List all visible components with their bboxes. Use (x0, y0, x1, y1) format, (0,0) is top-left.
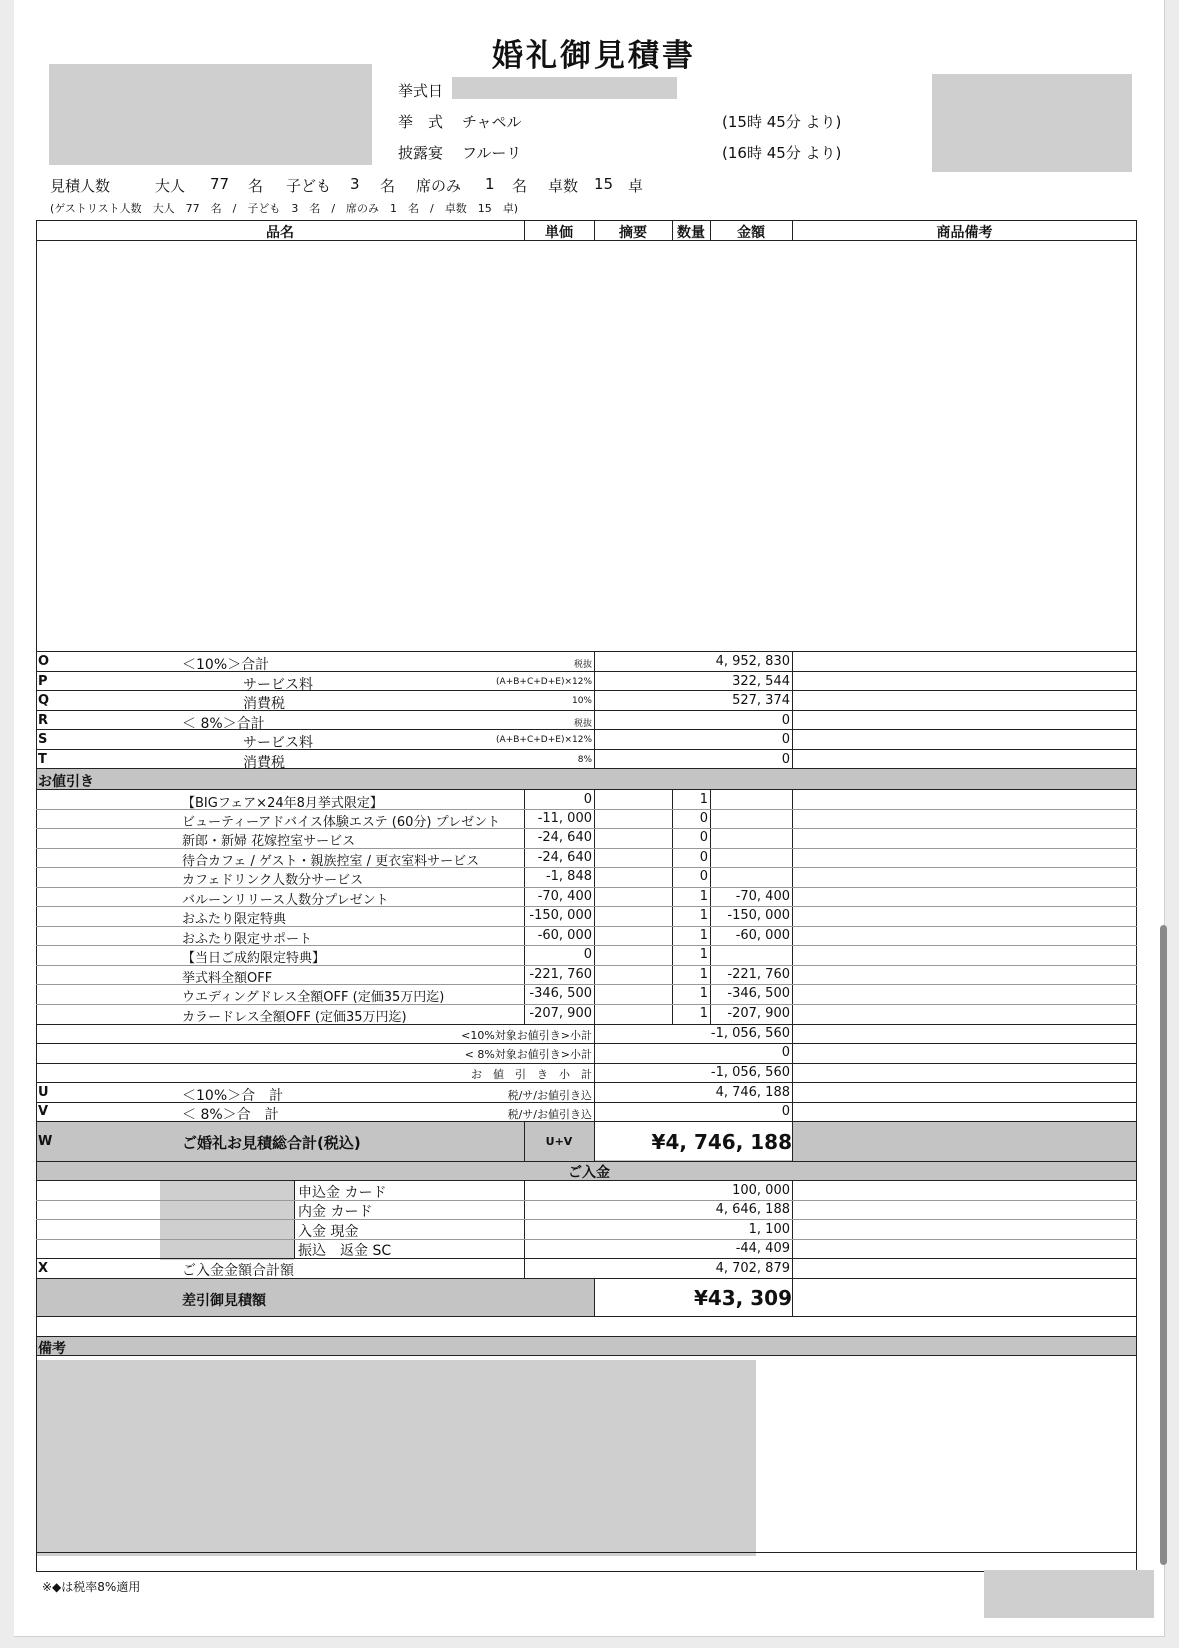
redacted-remarks (37, 1360, 756, 1556)
col-qty: 数量 (677, 225, 705, 241)
subtotal-amount: 527, 374 (732, 693, 790, 708)
col-line (792, 651, 793, 768)
redacted-logo (49, 64, 372, 165)
col-item: 品名 (266, 225, 294, 241)
discount-subtotal-amount: -1, 056, 560 (710, 1065, 790, 1080)
discount-subtotal-label: <10%対象お値引き>小計 (461, 1029, 592, 1042)
grand-total-label: ご婚礼お見積総合計(税込) (182, 1134, 361, 1152)
row-line (36, 1082, 1137, 1083)
discount-unit-price: 0 (583, 792, 592, 807)
col-line (594, 1278, 595, 1316)
discount-unit-price: -24, 640 (537, 850, 592, 865)
row-line (36, 710, 1137, 711)
payments-header: ご入金 (568, 1165, 610, 1181)
discount-name: 挙式料全額OFF (182, 971, 273, 986)
adult-count: 77 (210, 175, 230, 193)
discount-unit-price: -221, 760 (529, 967, 592, 982)
discount-qty: 1 (699, 889, 708, 904)
discount-qty: 0 (699, 811, 708, 826)
subtotal-amount: 0 (781, 752, 790, 767)
header-col-line (710, 220, 711, 241)
remarks-header-band (37, 1336, 1136, 1355)
table-unit: 卓 (628, 177, 644, 195)
payment-label: 振込 返金 SC (298, 1243, 392, 1259)
ceremony-label: 挙 式 (398, 113, 444, 131)
discount-amount: -150, 000 (727, 908, 790, 923)
seat-count: 1 (485, 175, 495, 193)
reception-label: 披露宴 (398, 144, 444, 162)
discount-name: カラードレス全額OFF (定価35万円迄) (182, 1010, 407, 1025)
grand-total-amount: ¥4, 746, 188 (651, 1130, 792, 1154)
subtotal-note: 8% (577, 755, 592, 765)
payment-amount: 100, 000 (732, 1183, 790, 1198)
payment-label: 内金 カード (298, 1204, 373, 1220)
row-line (36, 1200, 1137, 1201)
balance-amount: ¥43, 309 (693, 1286, 792, 1310)
ceremony-venue: チャペル (462, 113, 522, 131)
document-title: 婚礼御見積書 (492, 38, 696, 74)
code-q: Q (38, 693, 50, 708)
seat-unit: 名 (512, 177, 528, 195)
payment-amount: -44, 409 (735, 1241, 790, 1256)
subtotal-note: 10% (571, 696, 592, 706)
discount-unit-price: -60, 000 (537, 928, 592, 943)
header-col-line (594, 220, 595, 241)
adult-unit: 名 (248, 177, 264, 195)
total-name: ＜ 8%＞合 計 (182, 1107, 279, 1123)
discount-name: 待合カフェ / ゲスト・親族控室 / 更衣室料サービス (182, 854, 480, 869)
discount-name: 【当日ご成約限定特典】 (182, 951, 326, 966)
discount-subtotal-label: お 値 引 き 小 計 (471, 1068, 592, 1081)
discount-amount: -346, 500 (727, 986, 790, 1001)
subtotal-amount: 0 (781, 713, 790, 728)
table-label: 卓数 (548, 177, 579, 195)
total-note: 税/サ/お値引き込 (507, 1089, 592, 1102)
payment-label: 入金 現金 (298, 1224, 359, 1240)
discount-unit-price: -150, 000 (529, 908, 592, 923)
discount-subtotal-amount: 0 (781, 1045, 790, 1060)
code-s: S (38, 732, 48, 747)
row-line (36, 789, 1137, 790)
subtotal-name: 消費税 (243, 755, 285, 771)
code-t: T (38, 752, 47, 767)
code-o: O (38, 654, 50, 669)
row-line (36, 1278, 1137, 1279)
code-v: V (38, 1104, 49, 1119)
discount-header: お値引き (38, 774, 94, 790)
total-amount: 4, 746, 188 (715, 1085, 790, 1100)
discount-amount: -221, 760 (727, 967, 790, 982)
row-line (36, 1043, 1137, 1044)
subtotal-name: サービス料 (243, 677, 313, 693)
discount-amount: -70, 400 (735, 889, 790, 904)
subtotal-name: サービス料 (243, 735, 313, 751)
discount-qty: 1 (699, 792, 708, 807)
discount-unit-price: -24, 640 (537, 830, 592, 845)
header-col-line (672, 220, 673, 241)
row-line (36, 1316, 1137, 1317)
subtotal-name: ＜10%＞合計 (182, 657, 270, 673)
discount-qty: 1 (699, 967, 708, 982)
header-col-line (792, 220, 793, 241)
subtotal-amount: 322, 544 (732, 674, 790, 689)
discount-name: 新郎・新婦 花嫁控室サービス (182, 834, 356, 849)
estimate-count-label: 見積人数 (50, 177, 111, 195)
col-summary: 摘要 (619, 225, 647, 241)
discount-name: ウエディングドレス全額OFF (定価35万円迄) (182, 990, 445, 1005)
child-unit: 名 (380, 177, 396, 195)
discount-subtotal-amount: -1, 056, 560 (710, 1026, 790, 1041)
row-line (36, 1004, 1137, 1005)
code-p: P (38, 674, 48, 689)
col-amount: 金額 (737, 225, 765, 241)
discount-amount: -60, 000 (735, 928, 790, 943)
reception-time: (16時 45分 より) (722, 144, 842, 162)
discount-name: おふたり限定サポート (182, 932, 313, 947)
row-line (36, 768, 1137, 769)
discount-name: バルーンリリース人数分プレゼント (182, 893, 389, 908)
discount-name: カフェドリンク人数分サービス (182, 873, 364, 888)
balance-band (37, 1278, 594, 1316)
remarks-header: 備考 (38, 1341, 66, 1357)
balance-label: 差引御見積額 (182, 1293, 266, 1309)
row-line (36, 1102, 1137, 1103)
subtotal-amount: 0 (781, 732, 790, 747)
row-line (36, 1024, 1137, 1025)
subtotal-note: 税抜 (573, 660, 592, 670)
discount-unit-price: -346, 500 (529, 986, 592, 1001)
col-line (524, 1180, 525, 1278)
payment-amount: 4, 646, 188 (715, 1202, 790, 1217)
child-label: 子ども (286, 177, 332, 195)
subtotal-amount: 4, 952, 830 (715, 654, 790, 669)
reception-venue: フルーリ (462, 144, 522, 162)
grand-total-formula: U+V (545, 1135, 573, 1148)
row-line (36, 1336, 1137, 1337)
payment-total-label: ご入金金額合計額 (182, 1263, 294, 1279)
discount-subtotal-label: < 8%対象お値引き>小計 (464, 1048, 592, 1061)
redacted-stamp (932, 74, 1132, 172)
payment-total-amount: 4, 702, 879 (715, 1261, 790, 1276)
discount-name: ビューティーアドバイス体験エステ (60分) プレゼント (182, 815, 501, 830)
row-line (36, 809, 1137, 810)
code-r: R (38, 713, 49, 728)
payment-amount: 1, 100 (748, 1222, 790, 1237)
discount-amount: -207, 900 (727, 1006, 790, 1021)
discount-unit-price: -70, 400 (537, 889, 592, 904)
redacted-date (452, 77, 677, 99)
discount-qty: 0 (699, 850, 708, 865)
date-label: 挙式日 (398, 82, 444, 100)
subtotal-note: (A+B+C+D+E)×12% (496, 735, 592, 745)
table-count: 15 (594, 175, 614, 193)
row-line (36, 1121, 1137, 1122)
discount-unit-price: -1, 848 (545, 869, 592, 884)
row-line (36, 926, 1137, 927)
row-line (36, 749, 1137, 750)
scrollbar[interactable] (1160, 925, 1167, 1565)
row-line (36, 945, 1137, 946)
row-line (36, 1219, 1137, 1220)
row-line (36, 965, 1137, 966)
subtotal-name: ＜ 8%＞合計 (182, 716, 265, 732)
row-line (36, 1180, 1137, 1181)
discount-qty: 1 (699, 947, 708, 962)
col-line (792, 1121, 793, 1161)
ceremony-time: (15時 45分 より) (722, 113, 842, 131)
total-note: 税/サ/お値引き込 (507, 1108, 592, 1121)
header-col-line (524, 220, 525, 241)
row-line (36, 906, 1137, 907)
col-line (594, 1043, 595, 1121)
discount-qty: 1 (699, 928, 708, 943)
seat-label: 席のみ (416, 177, 462, 195)
row-line (36, 690, 1137, 691)
payment-label: 申込金 カード (298, 1185, 387, 1201)
total-name: ＜10%＞合 計 (182, 1088, 284, 1104)
col-line (594, 1121, 595, 1161)
col-remarks: 商品備考 (936, 225, 993, 241)
discount-qty: 0 (699, 869, 708, 884)
row-line (36, 1552, 1137, 1553)
child-count: 3 (350, 175, 360, 193)
total-amount: 0 (781, 1104, 790, 1119)
discount-name: おふたり限定特典 (182, 912, 287, 927)
row-line (36, 1239, 1137, 1240)
row-line (36, 651, 1137, 652)
row-line (36, 984, 1137, 985)
subtotal-name: 消費税 (243, 696, 285, 712)
col-unit-price: 単価 (545, 225, 573, 241)
discount-unit-price: -11, 000 (537, 811, 592, 826)
row-line (36, 1063, 1137, 1064)
code-u: U (38, 1085, 49, 1100)
redacted-footer-stamp (984, 1570, 1154, 1618)
code-w: W (38, 1134, 53, 1149)
discount-name: 【BIGフェア×24年8月挙式限定】 (182, 796, 383, 811)
row-line (36, 1355, 1137, 1356)
col-line (792, 1043, 793, 1121)
row-line (36, 848, 1137, 849)
subtotal-note: (A+B+C+D+E)×12% (496, 677, 592, 687)
discount-unit-price: -207, 900 (529, 1006, 592, 1021)
guest-list-line: (ゲストリスト人数 大人 77 名 / 子ども 3 名 / 席のみ 1 名 / 卓数 15 卓) (50, 202, 519, 215)
redacted-payment-name (160, 1180, 294, 1260)
row-line (36, 828, 1137, 829)
subtotal-note: 税抜 (573, 719, 592, 729)
discount-header-band (37, 768, 1136, 789)
discount-qty: 0 (699, 830, 708, 845)
discount-qty: 1 (699, 986, 708, 1001)
discount-qty: 1 (699, 908, 708, 923)
adult-label: 大人 (155, 177, 186, 195)
row-line (36, 1258, 1137, 1259)
discount-qty: 1 (699, 1006, 708, 1021)
code-x: X (38, 1261, 49, 1276)
row-line (36, 887, 1137, 888)
row-line (36, 867, 1137, 868)
footnote: ※◆は税率8%適用 (42, 1580, 141, 1594)
col-line (594, 651, 595, 768)
discount-unit-price: 0 (583, 947, 592, 962)
